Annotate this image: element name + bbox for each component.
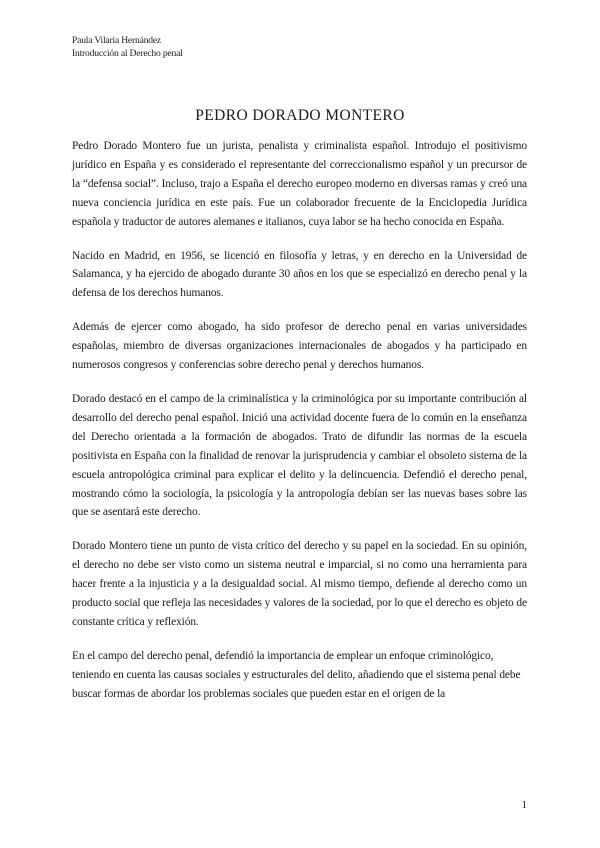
paragraph-biography: Nacido en Madrid, en 1956, se licenció en filosofía y letras, y en derecho en la Universidad de Salamanca, y ha ejercido de abogado durante 30 años en los que se especializó en derecho penal y la defensa de los derechos humanos. (72, 249, 527, 300)
header-course: Introducción al Derecho penal (72, 48, 183, 59)
document-title: PEDRO DORADO MONTERO (195, 107, 405, 124)
paragraph-penal-law: En el campo del derecho penal, defendió la importancia de emplear un enfoque criminológico, teniendo en cuenta las causas sociales y estructurales del delito, añadiendo que el sistema penal debe buscar formas de abordar los problemas sociales que pueden estar en el origen de la (72, 649, 521, 700)
header-author: Paula Vilaria Hernández (72, 35, 161, 46)
paragraph-career: Además de ejercer como abogado, ha sido profesor de derecho penal en varias universidades españolas, miembro de diversas organizaciones internacionales de abogados y ha participado en numerosos congresos y conferencias sobre derecho penal y derechos humanos. (72, 321, 527, 372)
paragraph-criminology: Dorado destacó en el campo de la criminalística y la criminológica por su importante contribución al desarrollo del derecho penal español. Inició una actividad docente fuera de lo común en la enseñanza del Derecho orientada a la formación de abogados. Trato de difundir las normas de la escuela positivista en España con la finalidad de renovar la jurisprudencia y cambiar el obsoleto sistema de la escuela antropológica criminal para explicar el delito y la delincuencia. Defendió el derecho penal, mostrando cómo la sociología, la psicología y la antropología debían ser las nuevas bases sobre las que se asentará este derecho. (72, 392, 527, 519)
paragraph-intro: Pedro Dorado Montero fue un jurista, penalista y criminalista español. Introdujo el positivismo jurídico en España y es considerado el representante del correccionalismo español y un precursor de la “defensa social”. Incluso, trajo a España el derecho europeo moderno en diversas ramas y creó una nueva conciencia jurídica en este país. Fue un colaborador frecuente de la Enciclopedia Jurídica española y traductor de autores alemanes e italianos, cuya labor se ha hecho conocida en España. (72, 140, 527, 228)
paragraph-critical-view: Dorado Montero tiene un punto de vista crítico del derecho y su papel en la sociedad. En su opinión, el derecho no debe ser visto como un sistema neutral e imparcial, si no como una herramienta para hacer frente a la injusticia y a la desigualdad social. Al mismo tiempo, defiende al derecho como un producto social que refleja las necesidades y valores de la sociedad, por lo que el derecho es objeto de constante crítica y reflexión. (72, 540, 527, 628)
page-number: 1 (521, 799, 527, 811)
running-header (72, 34, 183, 60)
document-body (72, 137, 527, 704)
